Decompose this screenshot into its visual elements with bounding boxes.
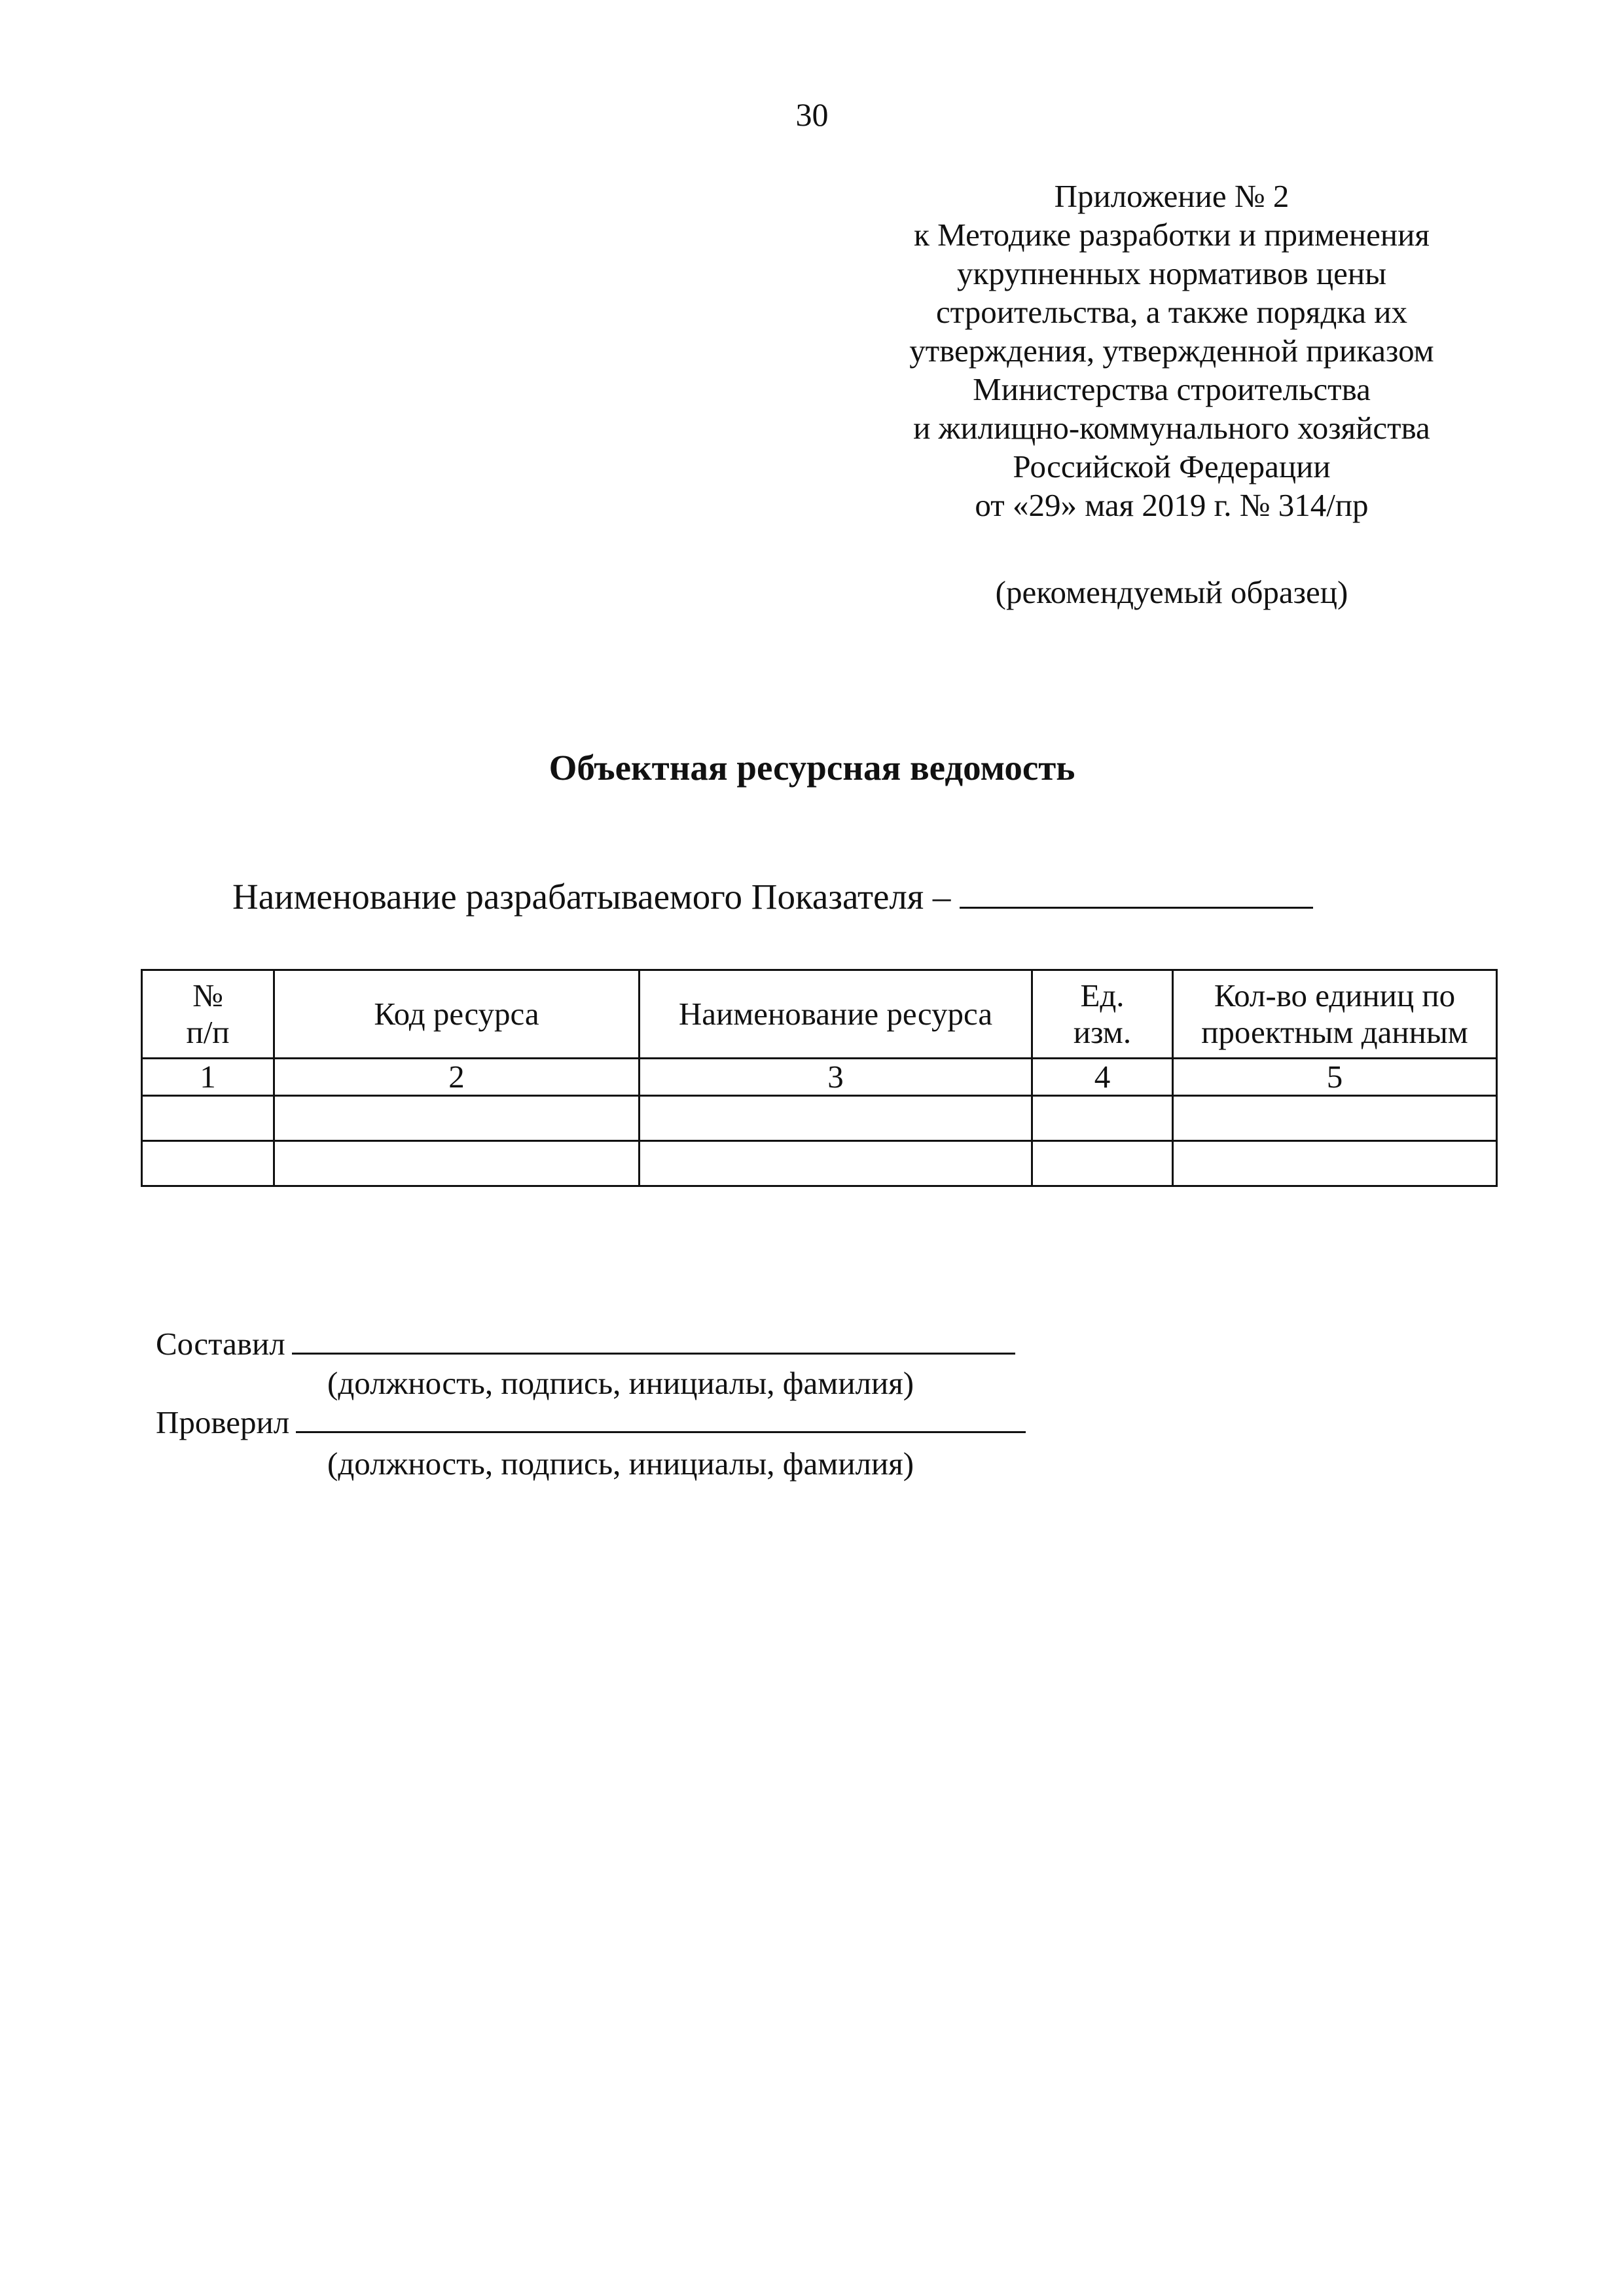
appendix-line: строительства, а также порядка их [935,294,1408,330]
indicator-blank-line[interactable] [960,874,1313,909]
table-row [142,1141,1497,1186]
checked-by-hint: (должность, подпись, инициалы, фамилия) [327,1446,914,1482]
table-header-row [142,970,1497,1059]
header-number-line2: п/п [186,1014,230,1050]
resource-table [141,969,1498,1187]
header-unit-line1: Ед. [1080,977,1125,1013]
table-cell[interactable] [142,1141,274,1186]
table-cell[interactable] [640,1096,1032,1141]
column-number: 1 [142,1059,274,1096]
document-title: Объектная ресурсная ведомость [549,748,1075,788]
table-cell[interactable] [1173,1096,1497,1141]
table-cell[interactable] [1032,1141,1173,1186]
header-number [142,970,274,1059]
appendix-header [867,177,1476,524]
compiled-by-label: Составил [156,1326,285,1362]
column-number: 5 [1173,1059,1497,1096]
table-cell[interactable] [142,1096,274,1141]
sample-note: (рекомендуемый образец) [995,574,1348,610]
header-quantity [1173,970,1497,1059]
table-cell[interactable] [274,1096,640,1141]
header-number-line1: № [192,977,223,1013]
appendix-line: к Методике разработки и применения [914,217,1430,253]
compiled-by-signature-line[interactable] [292,1322,1015,1355]
indicator-label: Наименование разрабатываемого Показателя – [232,877,951,917]
appendix-line: укрупненных нормативов цены [956,255,1387,291]
table-cell[interactable] [274,1141,640,1186]
column-number: 2 [274,1059,640,1096]
appendix-line: и жилищно-коммунального хозяйства [913,410,1430,446]
table-cell[interactable] [640,1141,1032,1186]
checked-by-label: Проверил [156,1404,290,1440]
table-cell[interactable] [1173,1141,1497,1186]
header-resource-name: Наименование ресурса [640,970,1032,1059]
indicator-name-field [232,874,1313,919]
table-row [142,1096,1497,1141]
page-number: 30 [795,96,829,133]
table-cell[interactable] [1032,1096,1173,1141]
column-number: 4 [1032,1059,1173,1096]
appendix-line: Министерства строительства [973,371,1371,407]
checked-by-row [156,1401,1026,1442]
compiled-by-hint: (должность, подпись, инициалы, фамилия) [327,1365,914,1401]
checked-by-signature-line[interactable] [296,1401,1026,1433]
column-number-row [142,1059,1497,1096]
appendix-line: от «29» мая 2019 г. № 314/пр [975,487,1369,523]
appendix-line: утверждения, утвержденной приказом [909,333,1434,369]
header-quantity-line2: проектным данным [1201,1014,1468,1050]
appendix-line: Приложение № 2 [1054,178,1290,214]
header-unit-line2: изм. [1073,1014,1132,1050]
appendix-line: Российской Федерации [1013,448,1331,484]
header-unit [1032,970,1173,1059]
column-number: 3 [640,1059,1032,1096]
header-quantity-line1: Кол-во единиц по [1214,977,1456,1013]
compiled-by-row [156,1322,1015,1364]
header-resource-code: Код ресурса [274,970,640,1059]
